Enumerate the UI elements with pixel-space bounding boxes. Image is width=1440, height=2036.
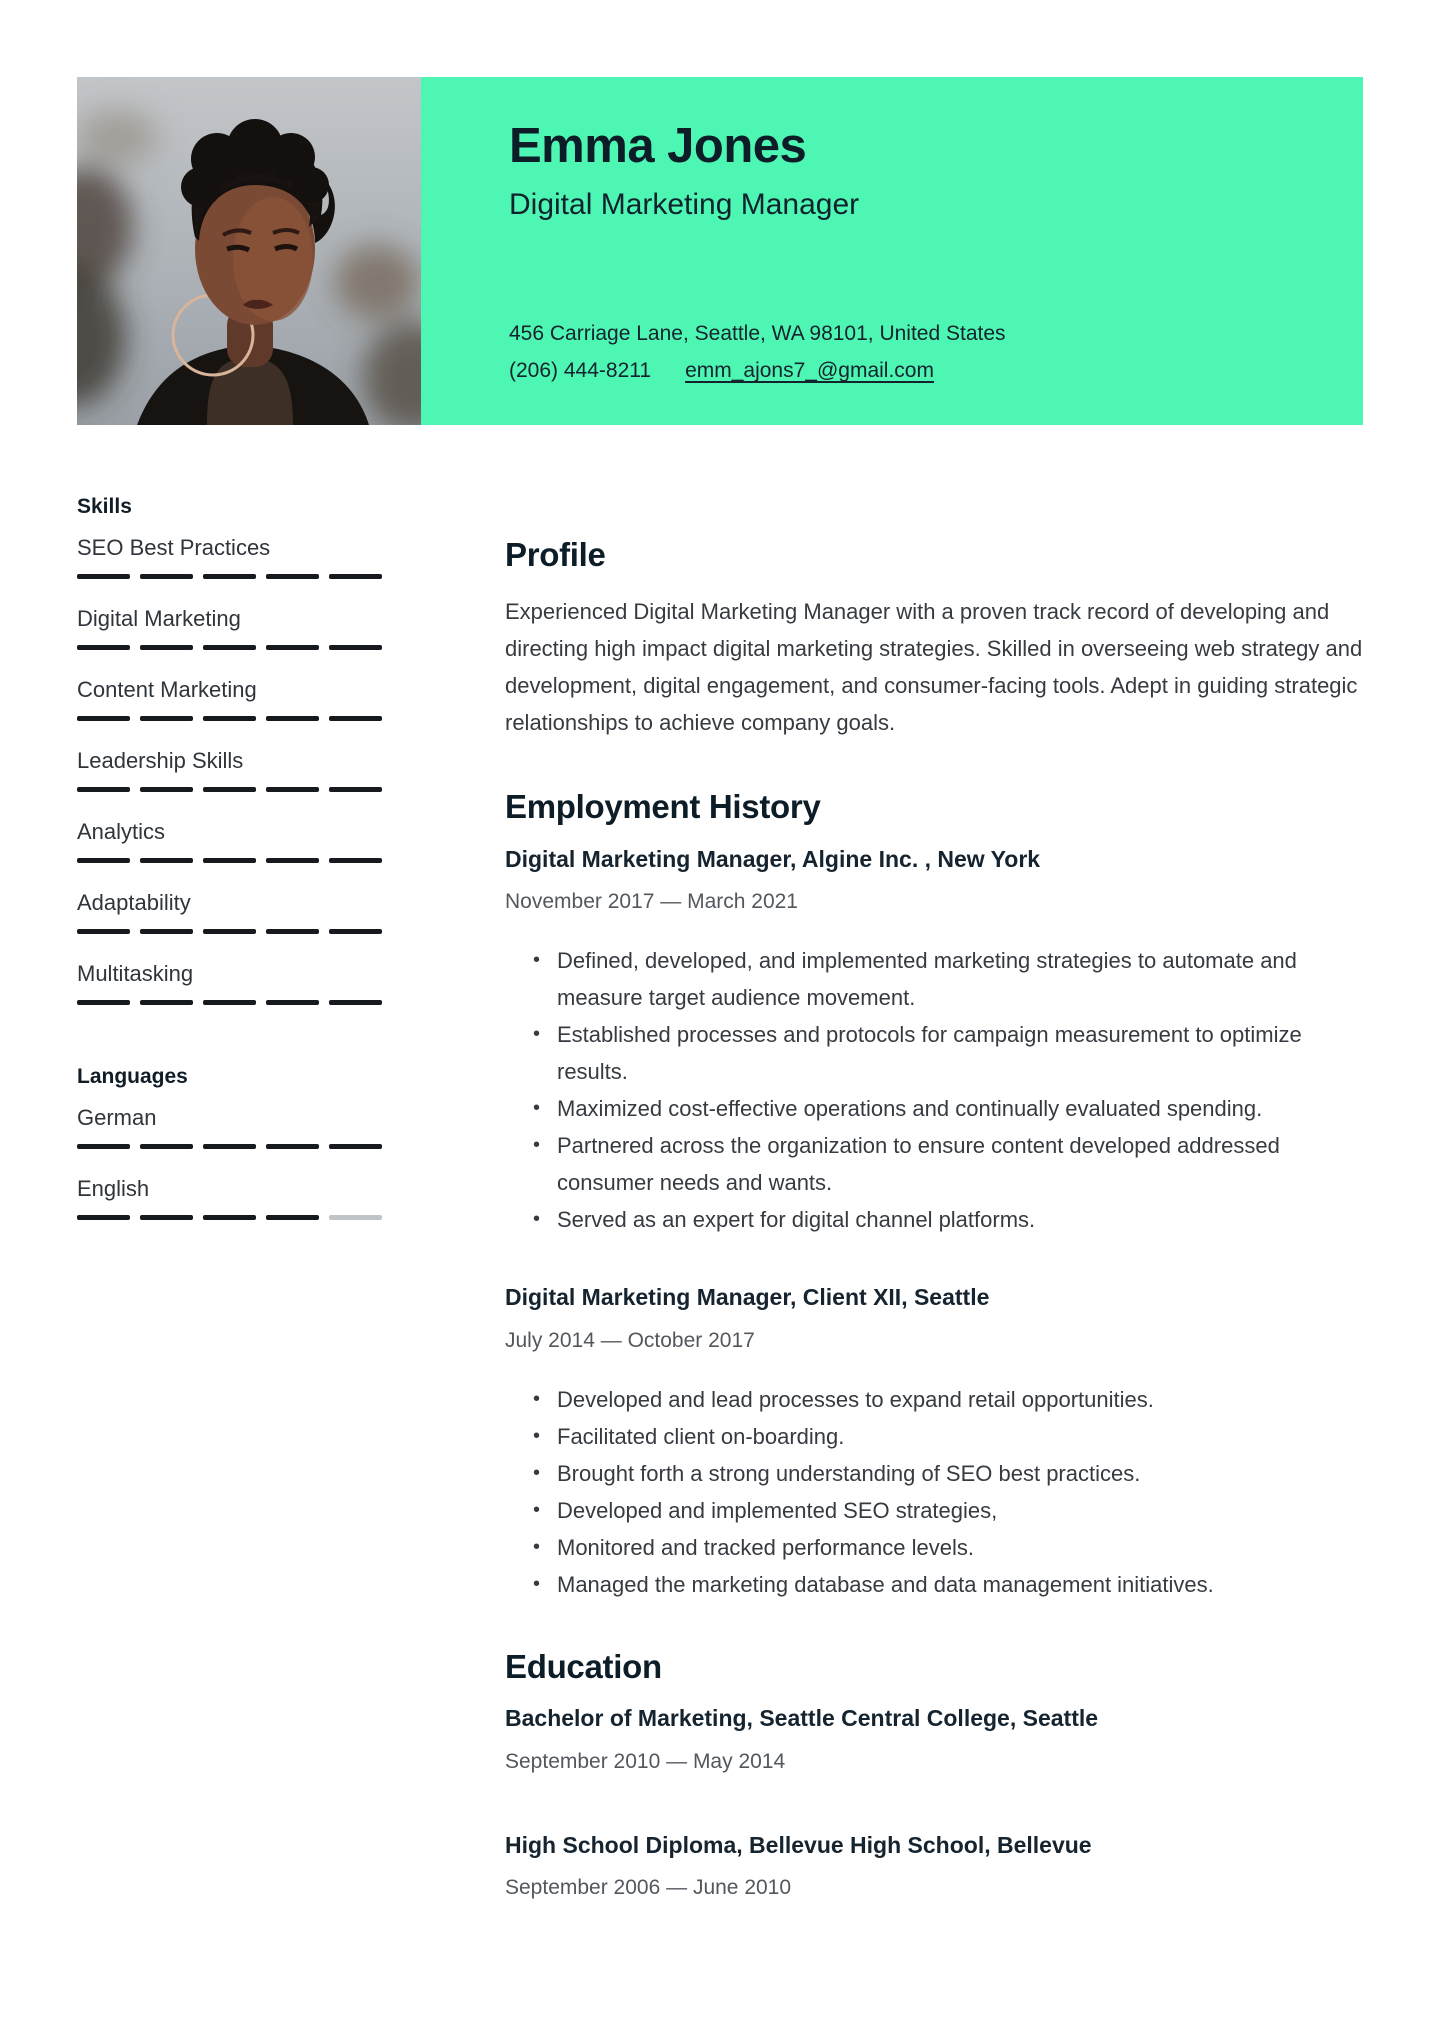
header-panel [421, 77, 1363, 425]
job-bullet: • Maximized cost-effective operations and continually evaluated spending. [557, 1090, 1363, 1127]
rating-bar [77, 1144, 382, 1149]
rated-item [77, 890, 382, 934]
rating-bar-segment [329, 929, 382, 934]
rating-bar-segment [266, 1144, 319, 1149]
rating-bar-segment [266, 1000, 319, 1005]
rating-bar-segment [329, 716, 382, 721]
sidebar [77, 495, 382, 1958]
skills-heading: Skills [77, 495, 132, 518]
skills-section [77, 495, 382, 1005]
rating-bar-segment [329, 645, 382, 650]
rated-item-label: Multitasking [77, 961, 194, 986]
job-bullet-list [505, 1381, 1363, 1603]
rating-bar [77, 787, 382, 792]
rating-bar-segment [140, 858, 193, 863]
rating-bar-segment [266, 858, 319, 863]
resume-body [77, 425, 1363, 1958]
rated-item-label: Leadership Skills [77, 748, 244, 773]
rating-bar-segment [77, 645, 130, 650]
rating-bar-segment [77, 1144, 130, 1149]
rating-bar-segment [203, 1215, 256, 1220]
rating-bar-segment [77, 1000, 130, 1005]
rating-bar-segment [203, 716, 256, 721]
rating-bar-segment [140, 574, 193, 579]
education-date: September 2010 — May 2014 [505, 1749, 786, 1773]
rated-item-label: Adaptability [77, 890, 191, 915]
rated-item [77, 819, 382, 863]
education-title: High School Diploma, Bellevue High School, Bellevue [505, 1831, 1092, 1858]
rated-item-label: German [77, 1105, 157, 1130]
rating-bar-segment [203, 574, 256, 579]
person-name: Emma Jones [509, 119, 807, 173]
profile-photo-image [77, 77, 421, 425]
contact-email-link[interactable]: emm_ajons7_@gmail.com [685, 359, 934, 382]
rating-bar-segment [203, 787, 256, 792]
job-bullet: • Brought forth a strong understanding of SEO best practices. [557, 1455, 1363, 1492]
rating-bar-segment [329, 858, 382, 863]
rating-bar-segment [266, 716, 319, 721]
job-title: Digital Marketing Manager, Client XII, Seattle [505, 1284, 990, 1311]
rating-bar-segment [77, 929, 130, 934]
rating-bar-segment [266, 1215, 319, 1220]
rating-bar-segment [140, 1215, 193, 1220]
rating-bar-segment [77, 716, 130, 721]
rating-bar-segment [77, 574, 130, 579]
rating-bar-segment [329, 1000, 382, 1005]
rating-bar-segment [266, 929, 319, 934]
education-entry [505, 1705, 1363, 1774]
job-date: November 2017 — March 2021 [505, 890, 798, 914]
rating-bar [77, 716, 382, 721]
contact-address: 456 Carriage Lane, Seattle, WA 98101, United States [509, 322, 1006, 345]
rated-item-label: Digital Marketing [77, 606, 241, 631]
job-title: Digital Marketing Manager, Algine Inc. , New York [505, 845, 1041, 872]
rating-bar-segment [203, 929, 256, 934]
rating-bar-segment [329, 787, 382, 792]
rated-item [77, 748, 382, 792]
rating-bar-segment [203, 1000, 256, 1005]
rating-bar-segment [203, 1144, 256, 1149]
rated-item-label: SEO Best Practices [77, 535, 271, 560]
rating-bar [77, 858, 382, 863]
education-date: September 2006 — June 2010 [505, 1876, 792, 1900]
job-bullet: • Developed and implemented SEO strategies, [557, 1492, 1363, 1529]
rating-bar-segment [77, 1215, 130, 1220]
rating-bar-segment [140, 645, 193, 650]
job-bullet-list [505, 942, 1363, 1238]
rating-bar-segment [266, 645, 319, 650]
employment-section [505, 789, 1363, 1602]
employment-heading: Employment History [505, 788, 821, 826]
job-entry [505, 846, 1363, 1239]
languages-section [77, 1065, 382, 1220]
rating-bar-segment [329, 1144, 382, 1149]
resume-header [77, 77, 1363, 425]
rating-bar-segment [140, 929, 193, 934]
job-bullet: • Established processes and protocols for campaign measurement to optimize results. [557, 1016, 1363, 1090]
rating-bar-segment [140, 1144, 193, 1149]
rated-item [77, 606, 382, 650]
rating-bar-segment [329, 574, 382, 579]
rating-bar [77, 1000, 382, 1005]
rating-bar-segment [77, 858, 130, 863]
rated-item [77, 1176, 382, 1220]
languages-heading: Languages [77, 1065, 188, 1088]
rated-item [77, 677, 382, 721]
rating-bar [77, 645, 382, 650]
profile-section [505, 537, 1363, 741]
job-bullet: • Served as an expert for digital channel platforms. [557, 1201, 1363, 1238]
rating-bar-segment [266, 574, 319, 579]
rating-bar-segment [266, 787, 319, 792]
rating-bar-segment [203, 645, 256, 650]
education-entry [505, 1832, 1363, 1901]
job-bullet: • Defined, developed, and implemented marketing strategies to automate and measure target audience movement. [557, 942, 1363, 1016]
rated-item [77, 535, 382, 579]
education-title: Bachelor of Marketing, Seattle Central College, Seattle [505, 1705, 1099, 1732]
education-heading: Education [505, 1647, 662, 1685]
profile-photo [77, 77, 421, 425]
rating-bar-segment [140, 1000, 193, 1005]
job-bullet: • Managed the marketing database and data management initiatives. [557, 1566, 1363, 1603]
job-date: July 2014 — October 2017 [505, 1328, 755, 1352]
rating-bar-segment [77, 787, 130, 792]
rating-bar-segment [329, 1215, 382, 1220]
rated-item-label: Content Marketing [77, 677, 257, 702]
job-entry [505, 1284, 1363, 1603]
rating-bar-segment [203, 858, 256, 863]
rating-bar [77, 574, 382, 579]
rated-item [77, 1105, 382, 1149]
rating-bar [77, 1215, 382, 1220]
rated-item-label: English [77, 1176, 150, 1201]
rated-item-label: Analytics [77, 819, 166, 844]
job-bullet: • Facilitated client on-boarding. [557, 1418, 1363, 1455]
job-bullet: • Monitored and tracked performance levels. [557, 1529, 1363, 1566]
rating-bar-segment [140, 716, 193, 721]
contact-phone: (206) 444-8211 [509, 359, 652, 382]
job-bullet: • Developed and lead processes to expand retail opportunities. [557, 1381, 1363, 1418]
person-job-title: Digital Marketing Manager [509, 188, 860, 222]
main-column [505, 495, 1363, 1958]
profile-heading: Profile [505, 536, 606, 573]
rating-bar-segment [140, 787, 193, 792]
job-bullet: • Partnered across the organization to ensure content developed addressed consumer needs and wants. [557, 1127, 1363, 1201]
rating-bar [77, 929, 382, 934]
education-section [505, 1649, 1363, 1900]
rated-item [77, 961, 382, 1005]
contact-block [509, 322, 1323, 383]
profile-text: Experienced Digital Marketing Manager with a proven track record of developing and directing high impact digital marketing strategies. Skilled in overseeing web strategy and development, digital engagement, and consumer-facing tools. Adept in guiding strategic relationships to achieve company goals. [505, 599, 1363, 736]
